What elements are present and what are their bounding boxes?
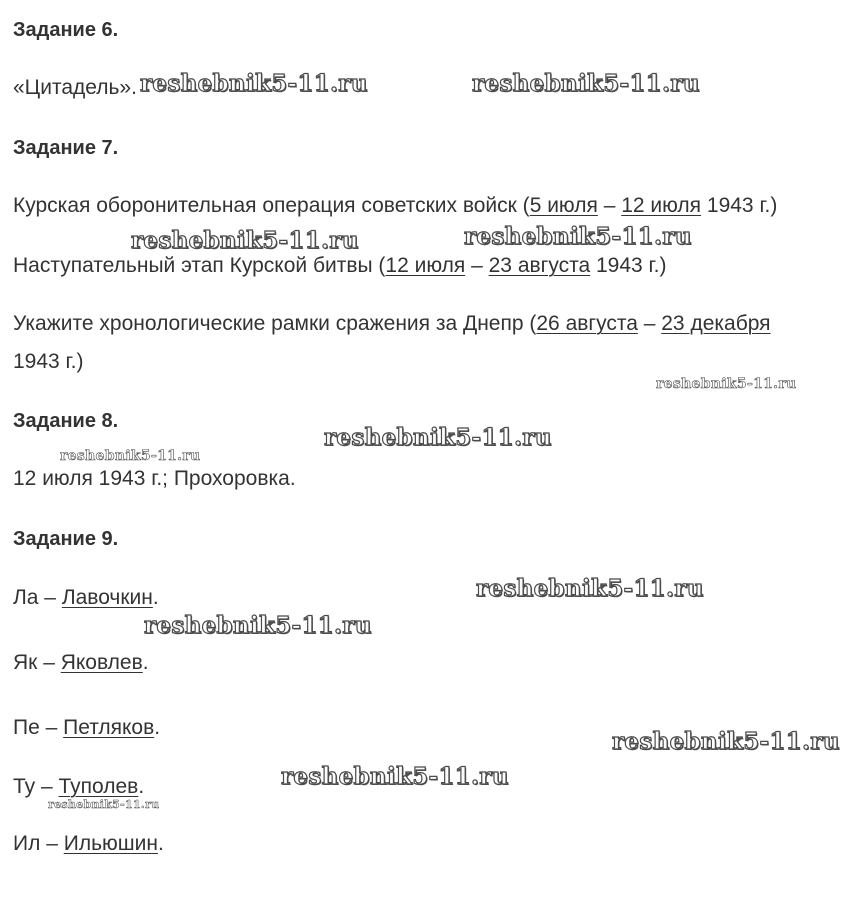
dash: – — [39, 716, 64, 739]
watermark: reshebnik5-11.ru — [48, 798, 160, 811]
text-end: 1943 г.) — [701, 194, 778, 217]
abbr: Пе — [13, 716, 40, 739]
watermark: reshebnik5-11.ru — [140, 70, 368, 97]
dash: – — [37, 651, 61, 674]
abbr: Ла — [13, 586, 39, 609]
watermark: reshebnik5-11.ru — [656, 376, 797, 392]
dash: – — [38, 586, 62, 609]
task-7-line-1 — [13, 193, 777, 219]
task-9-item — [13, 585, 159, 611]
task-9-item — [13, 650, 149, 676]
text: Наступательный этап Курской битвы ( — [13, 254, 386, 277]
task-9-item — [13, 774, 144, 800]
abbr: Ил — [13, 832, 41, 855]
date-start: 5 июля — [529, 194, 598, 217]
text-end: 1943 г.) — [590, 254, 667, 277]
designer-name: Лавочкин — [61, 586, 153, 609]
task-9-item — [13, 831, 164, 857]
date-start: 26 августа — [536, 312, 638, 335]
designer-name: Туполев — [58, 775, 139, 798]
watermark: reshebnik5-11.ru — [281, 763, 509, 790]
task-8-answer: 12 июля 1943 г.; Прохоровка. — [13, 467, 296, 490]
task-7-line-2 — [13, 253, 666, 279]
designer-name: Петляков — [63, 716, 155, 739]
designer-name: Яковлев — [60, 651, 143, 674]
watermark: reshebnik5-11.ru — [131, 227, 359, 254]
period: . — [157, 832, 164, 855]
watermark: reshebnik5-11.ru — [476, 575, 704, 602]
abbr: Як — [13, 651, 38, 674]
watermark: reshebnik5-11.ru — [472, 70, 700, 97]
task-7-line-3 — [13, 311, 771, 337]
period: . — [152, 586, 159, 609]
dash: – — [637, 312, 662, 335]
watermark: reshebnik5-11.ru — [324, 424, 552, 451]
task-8-heading: Задание 8. — [13, 410, 119, 432]
watermark: reshebnik5-11.ru — [612, 728, 840, 755]
date-end: 23 декабря — [661, 312, 771, 335]
designer-name: Ильюшин — [63, 832, 158, 855]
task-9-item — [13, 715, 160, 741]
date-start: 12 июля — [385, 254, 466, 277]
task-7-line-4: 1943 г.) — [13, 350, 84, 373]
task-6-heading: Задание 6. — [13, 19, 119, 41]
task-9-heading: Задание 9. — [13, 528, 119, 550]
dash: – — [40, 832, 64, 855]
period: . — [142, 651, 149, 674]
abbr: Ту — [13, 775, 36, 798]
task-7-heading: Задание 7. — [13, 137, 119, 159]
task-6-answer: «Цитадель». — [13, 76, 137, 99]
watermark: reshebnik5-11.ru — [464, 223, 692, 250]
period: . — [138, 775, 145, 798]
date-end: 23 августа — [488, 254, 591, 277]
dash: – — [35, 775, 59, 798]
date-end: 12 июля — [621, 194, 702, 217]
dash: – — [465, 254, 489, 277]
period: . — [154, 716, 161, 739]
watermark: reshebnik5-11.ru — [60, 448, 201, 464]
dash: – — [597, 194, 622, 217]
watermark: reshebnik5-11.ru — [144, 612, 372, 639]
text: Укажите хронологические рамки сражения за Днепр ( — [13, 312, 537, 335]
text: Курская оборонительная операция советских войск ( — [13, 194, 530, 217]
